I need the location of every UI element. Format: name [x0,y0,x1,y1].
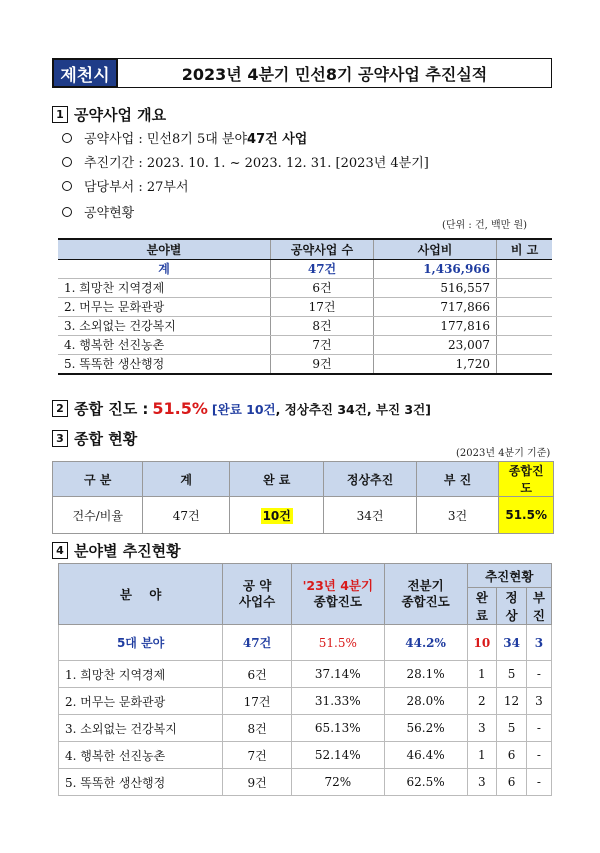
progress-detail: , 정상추진 34건, 부진 3건] [275,401,431,417]
title-bar [52,58,552,88]
section-number: 1 [52,106,68,123]
bullet-text: 공약현황 [84,206,135,221]
progress-done: [완료 10건 [211,401,276,417]
cell: 62.5% [384,769,467,796]
col-header: 추진현황 [467,564,551,588]
cell: 4. 행복한 선진농촌 [59,742,223,769]
cell: 2. 머무는 문화관광 [58,297,271,316]
ring-bullet-icon [62,181,72,191]
cell [497,316,553,335]
cell: 717,866 [374,297,497,316]
cell: 10 [467,625,497,661]
col-header: 분야별 [58,239,271,259]
section-3-heading [52,428,137,449]
section-4-heading [52,540,181,561]
cell: 44.2% [384,625,467,661]
cell: 계 [58,259,271,278]
cell: 3 [526,625,551,661]
table-row [59,769,552,796]
table-row [59,715,552,742]
total-row [58,259,552,278]
col-header: 정상추진 [324,462,416,497]
section-number: 3 [52,430,68,447]
cell: 9건 [223,769,292,796]
cell: 28.0% [384,688,467,715]
ring-bullet-icon [62,207,72,217]
cell: 1 [467,661,497,688]
cell: - [526,715,551,742]
header-line: 종합진도 [401,594,450,609]
col-header: 사업비 [374,239,497,259]
cell: 8건 [223,715,292,742]
col-header: 정상 [497,588,527,625]
cell [497,354,553,374]
cell: 1. 희망찬 지역경제 [58,278,271,297]
col-header: 분 야 [59,564,223,625]
highlighted-value: 10건 [262,508,291,523]
field-status-table [58,563,552,796]
col-header: 종합진도 [499,462,554,497]
cell: 5 [497,715,527,742]
section-title: 분야별 추진현황 [74,542,181,560]
cell: 56.2% [384,715,467,742]
col-header: 완 료 [230,462,324,497]
table-row [59,688,552,715]
cell: 3 [467,769,497,796]
cell [230,497,324,534]
col-header [223,564,292,625]
header-line: 사업수 [238,594,276,609]
cell: - [526,742,551,769]
cell: 65.13% [291,715,384,742]
cell: 5대 분야 [59,625,223,661]
col-header: 공약사업 수 [271,239,374,259]
cell: 5. 똑똑한 생산행정 [58,354,271,374]
cell: 1. 희망찬 지역경제 [59,661,223,688]
cell: 37.14% [291,661,384,688]
col-header [384,564,467,625]
cell: 1 [467,742,497,769]
pledge-overview-table [58,238,552,375]
cell: 46.4% [384,742,467,769]
section-title: 공약사업 개요 [74,106,167,124]
cell: 31.33% [291,688,384,715]
cell: 3 [467,715,497,742]
cell: 5 [497,661,527,688]
cell: 52.14% [291,742,384,769]
overall-progress: 51.5% [152,399,208,418]
table-row [59,661,552,688]
cell: - [526,661,551,688]
cell [497,335,553,354]
header-line: 공 약 [242,578,272,593]
cell: 5. 똑똑한 생산행정 [59,769,223,796]
unit-label: (2023년 4분기 기준) [456,448,551,459]
cell: 3. 소외없는 건강복지 [58,316,271,335]
cell: 34건 [324,497,416,534]
cell: 7건 [271,335,374,354]
cell: 건수/비율 [53,497,143,534]
bullet-text: 추진기간 : 2023. 10. 1. ~ 2023. 12. 31. [2023년 4분기] [84,156,429,171]
cell: 6 [497,742,527,769]
cell: 1,720 [374,354,497,374]
col-header: 계 [143,462,230,497]
col-header: 부 진 [416,462,499,497]
bullet-text: 공약사업 : 민선8기 5대 분야 [84,132,248,147]
cell [497,259,553,278]
cell: 9건 [271,354,374,374]
bullet-status [62,202,134,221]
cell: 6건 [223,661,292,688]
section-number: 2 [52,400,68,417]
cell: - [526,769,551,796]
col-header: 부진 [526,588,551,625]
bullet-dept [62,176,189,195]
cell [497,297,553,316]
section-2-heading [52,398,431,419]
cell: 51.5% [499,497,554,534]
section-1-heading [52,104,166,125]
bullet-text: 담당부서 : 27부서 [84,180,189,195]
cell: 17건 [223,688,292,715]
cell: 6건 [271,278,374,297]
cell: 8건 [271,316,374,335]
ring-bullet-icon [62,133,72,143]
cell: 17건 [271,297,374,316]
city-badge: 제천시 [52,58,118,88]
table-row [58,278,552,297]
cell: 3. 소외없는 건강복지 [59,715,223,742]
section-title: 종합 진도 : [74,400,149,418]
bullet-projects [62,128,307,147]
cell: 4. 행복한 선진농촌 [58,335,271,354]
header-line: '23년 4분기 [302,578,374,593]
col-header: 완료 [467,588,497,625]
overall-status-table [52,461,554,534]
cell: 47건 [143,497,230,534]
cell: 51.5% [291,625,384,661]
bullet-period [62,152,429,171]
cell: 3건 [416,497,499,534]
cell: 3 [526,688,551,715]
cell: 23,007 [374,335,497,354]
header-line: 종합진도 [313,594,362,609]
cell: 47건 [223,625,292,661]
cell: 72% [291,769,384,796]
cell: 12 [497,688,527,715]
cell: 1,436,966 [374,259,497,278]
table-row [58,316,552,335]
cell: 34 [497,625,527,661]
table-row [59,742,552,769]
cell: 28.1% [384,661,467,688]
section-number: 4 [52,542,68,559]
cell: 177,816 [374,316,497,335]
bullet-bold: 47건 사업 [247,132,308,147]
ring-bullet-icon [62,157,72,167]
total-row [59,625,552,661]
table-row [53,497,554,534]
header-line: 전분기 [407,578,444,593]
col-header: 구 분 [53,462,143,497]
col-header [291,564,384,625]
unit-label: (단위 : 건, 백만 원) [442,220,528,231]
cell: 516,557 [374,278,497,297]
col-header: 비 고 [497,239,553,259]
table-row [58,354,552,374]
cell: 6 [497,769,527,796]
cell: 7건 [223,742,292,769]
section-title: 종합 현황 [74,430,138,448]
cell: 47건 [271,259,374,278]
table-row [58,335,552,354]
cell [497,278,553,297]
page-title: 2023년 4분기 민선8기 공약사업 추진실적 [118,58,552,88]
cell: 2. 머무는 문화관광 [59,688,223,715]
table-row [58,297,552,316]
cell: 2 [467,688,497,715]
